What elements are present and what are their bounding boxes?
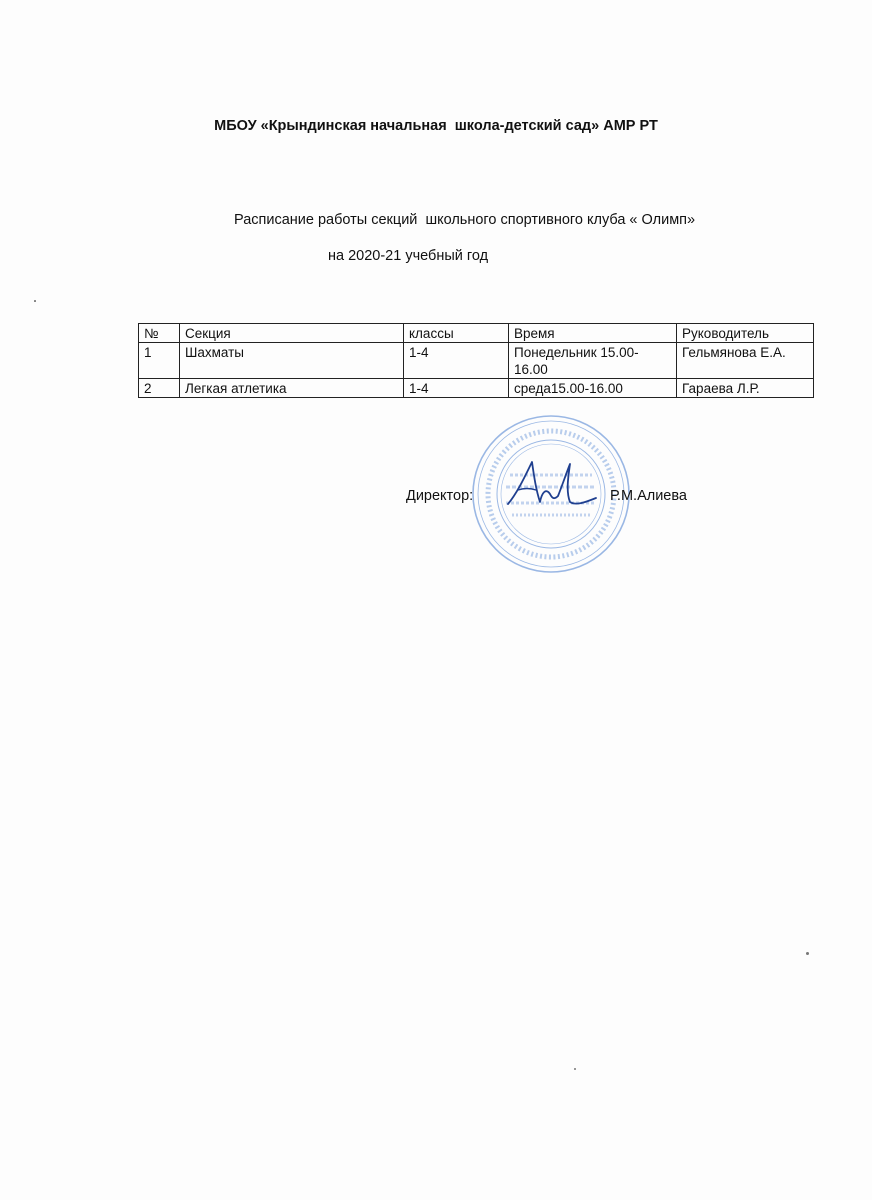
row-number: 1 <box>139 343 180 379</box>
director-name: Р.М.Алиева <box>610 488 687 504</box>
table-row <box>139 379 814 398</box>
schedule-table <box>138 323 814 398</box>
column-header-number: № <box>139 324 180 343</box>
scan-speck <box>34 300 36 302</box>
row-leader: Гельмянова Е.А. <box>677 343 814 379</box>
column-header-section: Секция <box>180 324 404 343</box>
row-grades: 1-4 <box>404 343 509 379</box>
director-label: Директор: <box>406 488 474 504</box>
column-header-leader: Руководитель <box>677 324 814 343</box>
column-header-grades: классы <box>404 324 509 343</box>
schedule-title: Расписание работы секций школьного спортивного клуба « Олимп» <box>234 212 696 228</box>
row-time: среда15.00-16.00 <box>509 379 677 398</box>
row-number: 2 <box>139 379 180 398</box>
signature-icon <box>500 452 600 522</box>
table-row <box>139 343 814 379</box>
row-section: Шахматы <box>180 343 404 379</box>
school-year: на 2020-21 учебный год <box>328 248 489 264</box>
row-leader: Гараева Л.Р. <box>677 379 814 398</box>
table-header-row <box>139 324 814 343</box>
row-section: Легкая атлетика <box>180 379 404 398</box>
column-header-time: Время <box>509 324 677 343</box>
row-time: Понедельник 15.00-16.00 <box>509 343 677 379</box>
scan-speck <box>574 1068 576 1070</box>
organization-title: МБОУ «Крындинская начальная школа-детский сад» АМР РТ <box>214 118 658 134</box>
scan-speck <box>806 952 809 955</box>
row-grades: 1-4 <box>404 379 509 398</box>
